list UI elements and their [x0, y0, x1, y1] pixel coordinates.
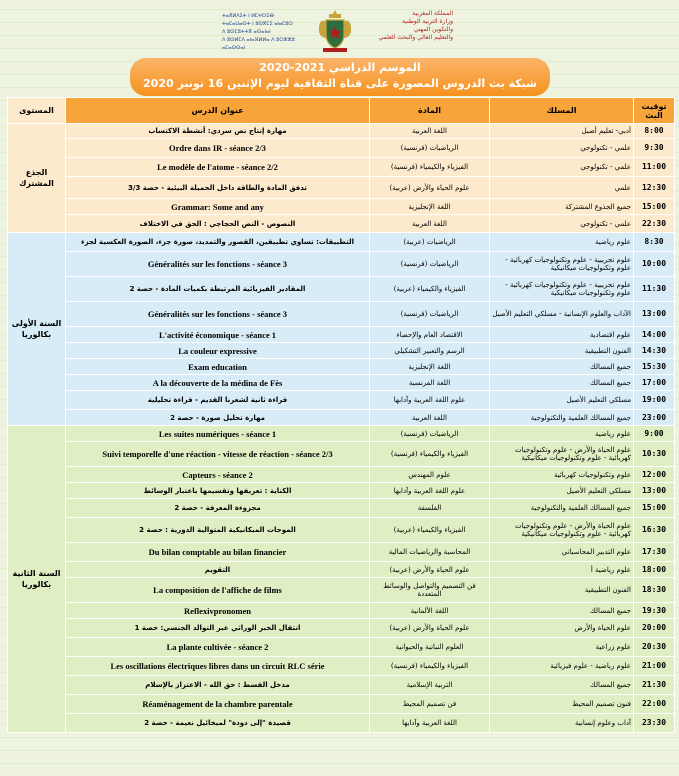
lesson-cell: La plante cultivée - séance 2 [66, 638, 370, 657]
subject-cell: علوم الحياة والأرض (عربية) [370, 619, 490, 638]
table-row [8, 638, 675, 657]
time-cell: 10:30 [634, 442, 675, 467]
subject-cell: الفلسفة [370, 499, 490, 518]
table-row [8, 695, 675, 714]
track-cell: الآداب والعلوم الإنسانية - مسلكي التعليم الأصيل [490, 302, 634, 327]
track-cell: جميع المسالك العلمية والتكنولوجية [490, 499, 634, 518]
lesson-cell: Ordre dans IR - séance 2/3 [66, 139, 370, 158]
track-cell: علوم اقتصادية [490, 327, 634, 343]
time-cell: 20:30 [634, 638, 675, 657]
lesson-cell: مهارة إنتاج نص سردي: أنشطة الاكتساب [66, 124, 370, 139]
subject-cell: اللغة العربية [370, 124, 490, 139]
table-row [8, 499, 675, 518]
subject-cell: فن تصميم المحيط [370, 695, 490, 714]
header-subject: المادة [370, 98, 490, 124]
level-cell: السنة الثانية بكالوريا [8, 426, 66, 733]
amazigh-line: ⴷ ⵓⵙⵎⵓⵜⵜⴳ ⴰⵙⴰⵏⴰⵏ [222, 29, 271, 35]
subject-cell: الرياضيات (فرنسية) [370, 302, 490, 327]
subject-cell: علوم اللغة العربية وآدابها [370, 391, 490, 410]
track-cell: علمي - تكنولوجي [490, 215, 634, 233]
table-row [8, 302, 675, 327]
lesson-cell: Capteurs - séance 2 [66, 467, 370, 483]
amazigh-line: ⵜⴰⵎⴰⵡⴰⵙⵜ ⵏ ⵓⵙⴳⵎⵉ ⴰⵏⴰⵎⵓⵔ [222, 21, 293, 27]
arabic-line: وزارة التربية الوطنية [402, 18, 453, 25]
table-row [8, 199, 675, 215]
time-cell: 12:00 [634, 467, 675, 483]
subject-cell: الرياضيات (فرنسية) [370, 139, 490, 158]
time-cell: 15:00 [634, 199, 675, 215]
track-cell: فنون تصميم المحيط [490, 695, 634, 714]
lesson-cell: A la découverte de la médina de Fès [66, 375, 370, 391]
subject-cell: المحاسبة والرياضيات المالية [370, 543, 490, 562]
subject-cell: الفيزياء والكيمياء (فرنسية) [370, 442, 490, 467]
table-row [8, 233, 675, 252]
arabic-ministry-name [343, 10, 453, 42]
subject-cell: الرسم والتعبير التشكيلي [370, 343, 490, 359]
amazigh-ministry-name [222, 12, 312, 52]
track-cell: علوم زراعية [490, 638, 634, 657]
time-cell: 15:00 [634, 499, 675, 518]
time-cell: 13:00 [634, 483, 675, 499]
lesson-cell: Les oscillations électriques libres dans un circuit RLC série [66, 657, 370, 676]
level-cell: الجذع المشترك [8, 124, 66, 233]
lesson-cell: مهارة تحليل صورة - حصة 2 [66, 410, 370, 426]
subject-cell: علوم الحياة والأرض (عربية) [370, 177, 490, 199]
time-cell: 10:00 [634, 252, 675, 277]
table-header-row [8, 98, 675, 124]
table-row [8, 327, 675, 343]
time-cell: 15:30 [634, 359, 675, 375]
lesson-cell: قراءة ثانية لشعرنا القديم - قراءة تحليلية [66, 391, 370, 410]
table-row [8, 676, 675, 695]
time-cell: 8:30 [634, 233, 675, 252]
subject-cell: التربية الإسلامية [370, 676, 490, 695]
time-cell: 23:00 [634, 410, 675, 426]
subject-cell: الرياضيات (فرنسية) [370, 426, 490, 442]
lesson-cell: مدخل القسط : حق الله - الاعتزاز بالإسلام [66, 676, 370, 695]
track-cell: علوم رياضية [490, 233, 634, 252]
table-row [8, 177, 675, 199]
track-cell: علوم رياضية أ [490, 562, 634, 578]
track-cell: علوم تجريبية - علوم وتكنولوجيات كهربائية - علوم وتكنولوجيات ميكانيكية [490, 252, 634, 277]
subject-cell: اللغة العربية [370, 215, 490, 233]
subject-cell: الفيزياء والكيمياء (عربية) [370, 277, 490, 302]
track-cell: الفنون التطبيقية [490, 343, 634, 359]
time-cell: 22:30 [634, 215, 675, 233]
table-row [8, 426, 675, 442]
track-cell: علمي - تكنولوجي [490, 139, 634, 158]
amazigh-line: ⵜⴰⴳⵍⴷⵉⵜ ⵏ ⵍⵎⵖⵔⵉⴱ [222, 13, 274, 19]
time-cell: 11:30 [634, 277, 675, 302]
level-cell: السنة الأولى بكالوريا [8, 233, 66, 426]
subject-cell: اللغة الألمانية [370, 603, 490, 619]
track-cell: علوم تجريبية - علوم وتكنولوجيات كهربائية - علوم وتكنولوجيات ميكانيكية [490, 277, 634, 302]
title-banner [130, 58, 550, 96]
lesson-cell: Du bilan comptable au bilan financier [66, 543, 370, 562]
lesson-cell: المقادير الفيزيائية المرتبطة بكميات المادة - حصة 2 [66, 277, 370, 302]
lesson-cell: تدفق المادة والطاقة داخل الحميلة البيئية - حصة 3/3 [66, 177, 370, 199]
table-row [8, 124, 675, 139]
time-cell: 22:00 [634, 695, 675, 714]
time-cell: 21:00 [634, 657, 675, 676]
school-year-title: الموسم الدراسي 2021-2020 [259, 61, 421, 74]
subject-cell: الفيزياء والكيمياء (فرنسية) [370, 657, 490, 676]
header-lesson: عنوان الدرس [66, 98, 370, 124]
subject-cell: فن التصميم والتواصل والوسائط المتعددة [370, 578, 490, 603]
subject-cell: اللغة الفرنسية [370, 375, 490, 391]
table-row [8, 714, 675, 733]
time-cell: 13:00 [634, 302, 675, 327]
lesson-cell: Grammar: Some and any [66, 199, 370, 215]
track-cell: جميع الجذوع المشتركة [490, 199, 634, 215]
track-cell: علوم الحياة والأرض [490, 619, 634, 638]
lesson-cell: مجزوءة المعرفة - حصة 2 [66, 499, 370, 518]
time-cell: 21:30 [634, 676, 675, 695]
lesson-cell: النصوص - النص الحجاجي : الحق في الاختلاف [66, 215, 370, 233]
subject-cell: اللغة العربية [370, 410, 490, 426]
subject-cell: الفيزياء والكيمياء (فرنسية) [370, 158, 490, 177]
track-cell: علوم الحياة والأرض - علوم وتكنولوجيات كهربائية - علوم وتكنولوجيات ميكانيكية [490, 442, 634, 467]
subject-cell: الرياضيات (عربية) [370, 233, 490, 252]
time-cell: 19:00 [634, 391, 675, 410]
header-level: المستوى [8, 98, 66, 124]
lesson-cell: Les suites numériques - séance 1 [66, 426, 370, 442]
time-cell: 17:30 [634, 543, 675, 562]
subject-cell: علوم المهندس [370, 467, 490, 483]
time-cell: 9:30 [634, 139, 675, 158]
lesson-cell: الموجات الميكانيكية المتوالية الدورية : حصة 2 [66, 518, 370, 543]
track-cell: جميع المسالك [490, 375, 634, 391]
lesson-cell: L'activité économique - séance 1 [66, 327, 370, 343]
subject-cell: الاقتصاد العام والإحصاء [370, 327, 490, 343]
lesson-cell: La couleur expressive [66, 343, 370, 359]
time-cell: 18:30 [634, 578, 675, 603]
table-row [8, 578, 675, 603]
table-row [8, 518, 675, 543]
table-row [8, 139, 675, 158]
table-row [8, 277, 675, 302]
lesson-cell: Généralités sur les fonctions - séance 3 [66, 252, 370, 277]
schedule-title: شبكة بث الدروس المصورة على قناة الثقافية ليوم الإثنين 16 نونبر 2020 [143, 77, 537, 90]
time-cell: 12:30 [634, 177, 675, 199]
track-cell: جميع المسالك العلمية والتكنولوجية [490, 410, 634, 426]
time-cell: 23:30 [634, 714, 675, 733]
subject-cell: الفيزياء والكيمياء (عربية) [370, 518, 490, 543]
track-cell: جميع المسالك [490, 603, 634, 619]
lesson-cell: Généralités sur les fonctions - séance 3 [66, 302, 370, 327]
track-cell: جميع المسالك [490, 359, 634, 375]
subject-cell: اللغة الإنجليزية [370, 199, 490, 215]
subject-cell: العلوم النباتية والحيوانية [370, 638, 490, 657]
lesson-cell: Le modèle de l'atome - séance 2/2 [66, 158, 370, 177]
table-row [8, 391, 675, 410]
track-cell: الفنون التطبيقية [490, 578, 634, 603]
lesson-cell: Suivi temporelle d'une réaction - vitesse de réaction - séance 2/3 [66, 442, 370, 467]
amazigh-line: ⴷ ⵓⵙⵍⵎⴷ ⴰⵏⴰⴼⵍⵍⴰ ⴷ ⵓⵔⵣⵣⵓ ⴰⵎⴰⵙⵙⴰⵏ [222, 37, 295, 51]
time-cell: 8:00 [634, 124, 675, 139]
track-cell: جميع المسالك [490, 676, 634, 695]
lesson-cell: انتقال الخبر الوراثي عبر التوالد الجنسي: حصة 1 [66, 619, 370, 638]
arabic-line: والتكوين المهني [413, 26, 453, 33]
subject-cell: علوم الحياة والأرض (عربية) [370, 562, 490, 578]
table-row [8, 215, 675, 233]
table-row [8, 442, 675, 467]
track-cell: أدبي- تعليم أصيل [490, 124, 634, 139]
arabic-line: والتعليم العالي والبحث العلمي [378, 34, 453, 41]
ministry-header [0, 0, 679, 58]
subject-cell: اللغة الإنجليزية [370, 359, 490, 375]
time-cell: 11:00 [634, 158, 675, 177]
track-cell: علوم الحياة والأرض - علوم وتكنولوجيات كهربائية - علوم وتكنولوجيات ميكانيكية [490, 518, 634, 543]
table-row [8, 657, 675, 676]
table-row [8, 343, 675, 359]
lesson-cell: Exam education [66, 359, 370, 375]
header-time: توقيت البث [634, 98, 675, 124]
schedule-body [8, 124, 675, 733]
track-cell: علوم وتكنولوجيات كهربائية [490, 467, 634, 483]
time-cell: 14:00 [634, 327, 675, 343]
subject-cell: علوم اللغة العربية وآدابها [370, 483, 490, 499]
lesson-cell: الكناية : تعريفها وتقسيمها باعتبار الوسائط [66, 483, 370, 499]
subject-cell: اللغة العربية وآدابها [370, 714, 490, 733]
table-row [8, 467, 675, 483]
time-cell: 16:30 [634, 518, 675, 543]
track-cell: مسلكي التعليم الأصيل [490, 391, 634, 410]
track-cell: علمي - تكنولوجي [490, 158, 634, 177]
subject-cell: الرياضيات (فرنسية) [370, 252, 490, 277]
table-row [8, 158, 675, 177]
schedule-table [7, 97, 675, 733]
time-cell: 17:00 [634, 375, 675, 391]
time-cell: 14:30 [634, 343, 675, 359]
table-row [8, 603, 675, 619]
track-cell: علوم رياضية [490, 426, 634, 442]
header-track: المسلك [490, 98, 634, 124]
time-cell: 9:00 [634, 426, 675, 442]
table-row [8, 375, 675, 391]
lesson-cell: قصيدة "إلى دودة" لميخائيل نعيمة - حصة 2 [66, 714, 370, 733]
table-row [8, 483, 675, 499]
lesson-cell: Réaménagement de la chambre parentale [66, 695, 370, 714]
track-cell: علوم التدبير المحاسباتي [490, 543, 634, 562]
arabic-line: المملكة المغربية [412, 10, 453, 17]
table-row [8, 619, 675, 638]
table-row [8, 543, 675, 562]
track-cell: علوم رياضية - علوم فيزيائية [490, 657, 634, 676]
table-row [8, 410, 675, 426]
time-cell: 19:30 [634, 603, 675, 619]
table-row [8, 562, 675, 578]
table-row [8, 252, 675, 277]
lesson-cell: Reflexivpronomen [66, 603, 370, 619]
table-row [8, 359, 675, 375]
time-cell: 18:00 [634, 562, 675, 578]
lesson-cell: التقويم [66, 562, 370, 578]
track-cell: آداب وعلوم إنسانية [490, 714, 634, 733]
track-cell: علمي [490, 177, 634, 199]
time-cell: 20:00 [634, 619, 675, 638]
lesson-cell: La composition de l'affiche de films [66, 578, 370, 603]
track-cell: مسلكي التعليم الأصيل [490, 483, 634, 499]
lesson-cell: التطبيقات: تساوي تطبيقين، القصور والتمديد، صورة جزء، الصورة العكسية لجزء [66, 233, 370, 252]
